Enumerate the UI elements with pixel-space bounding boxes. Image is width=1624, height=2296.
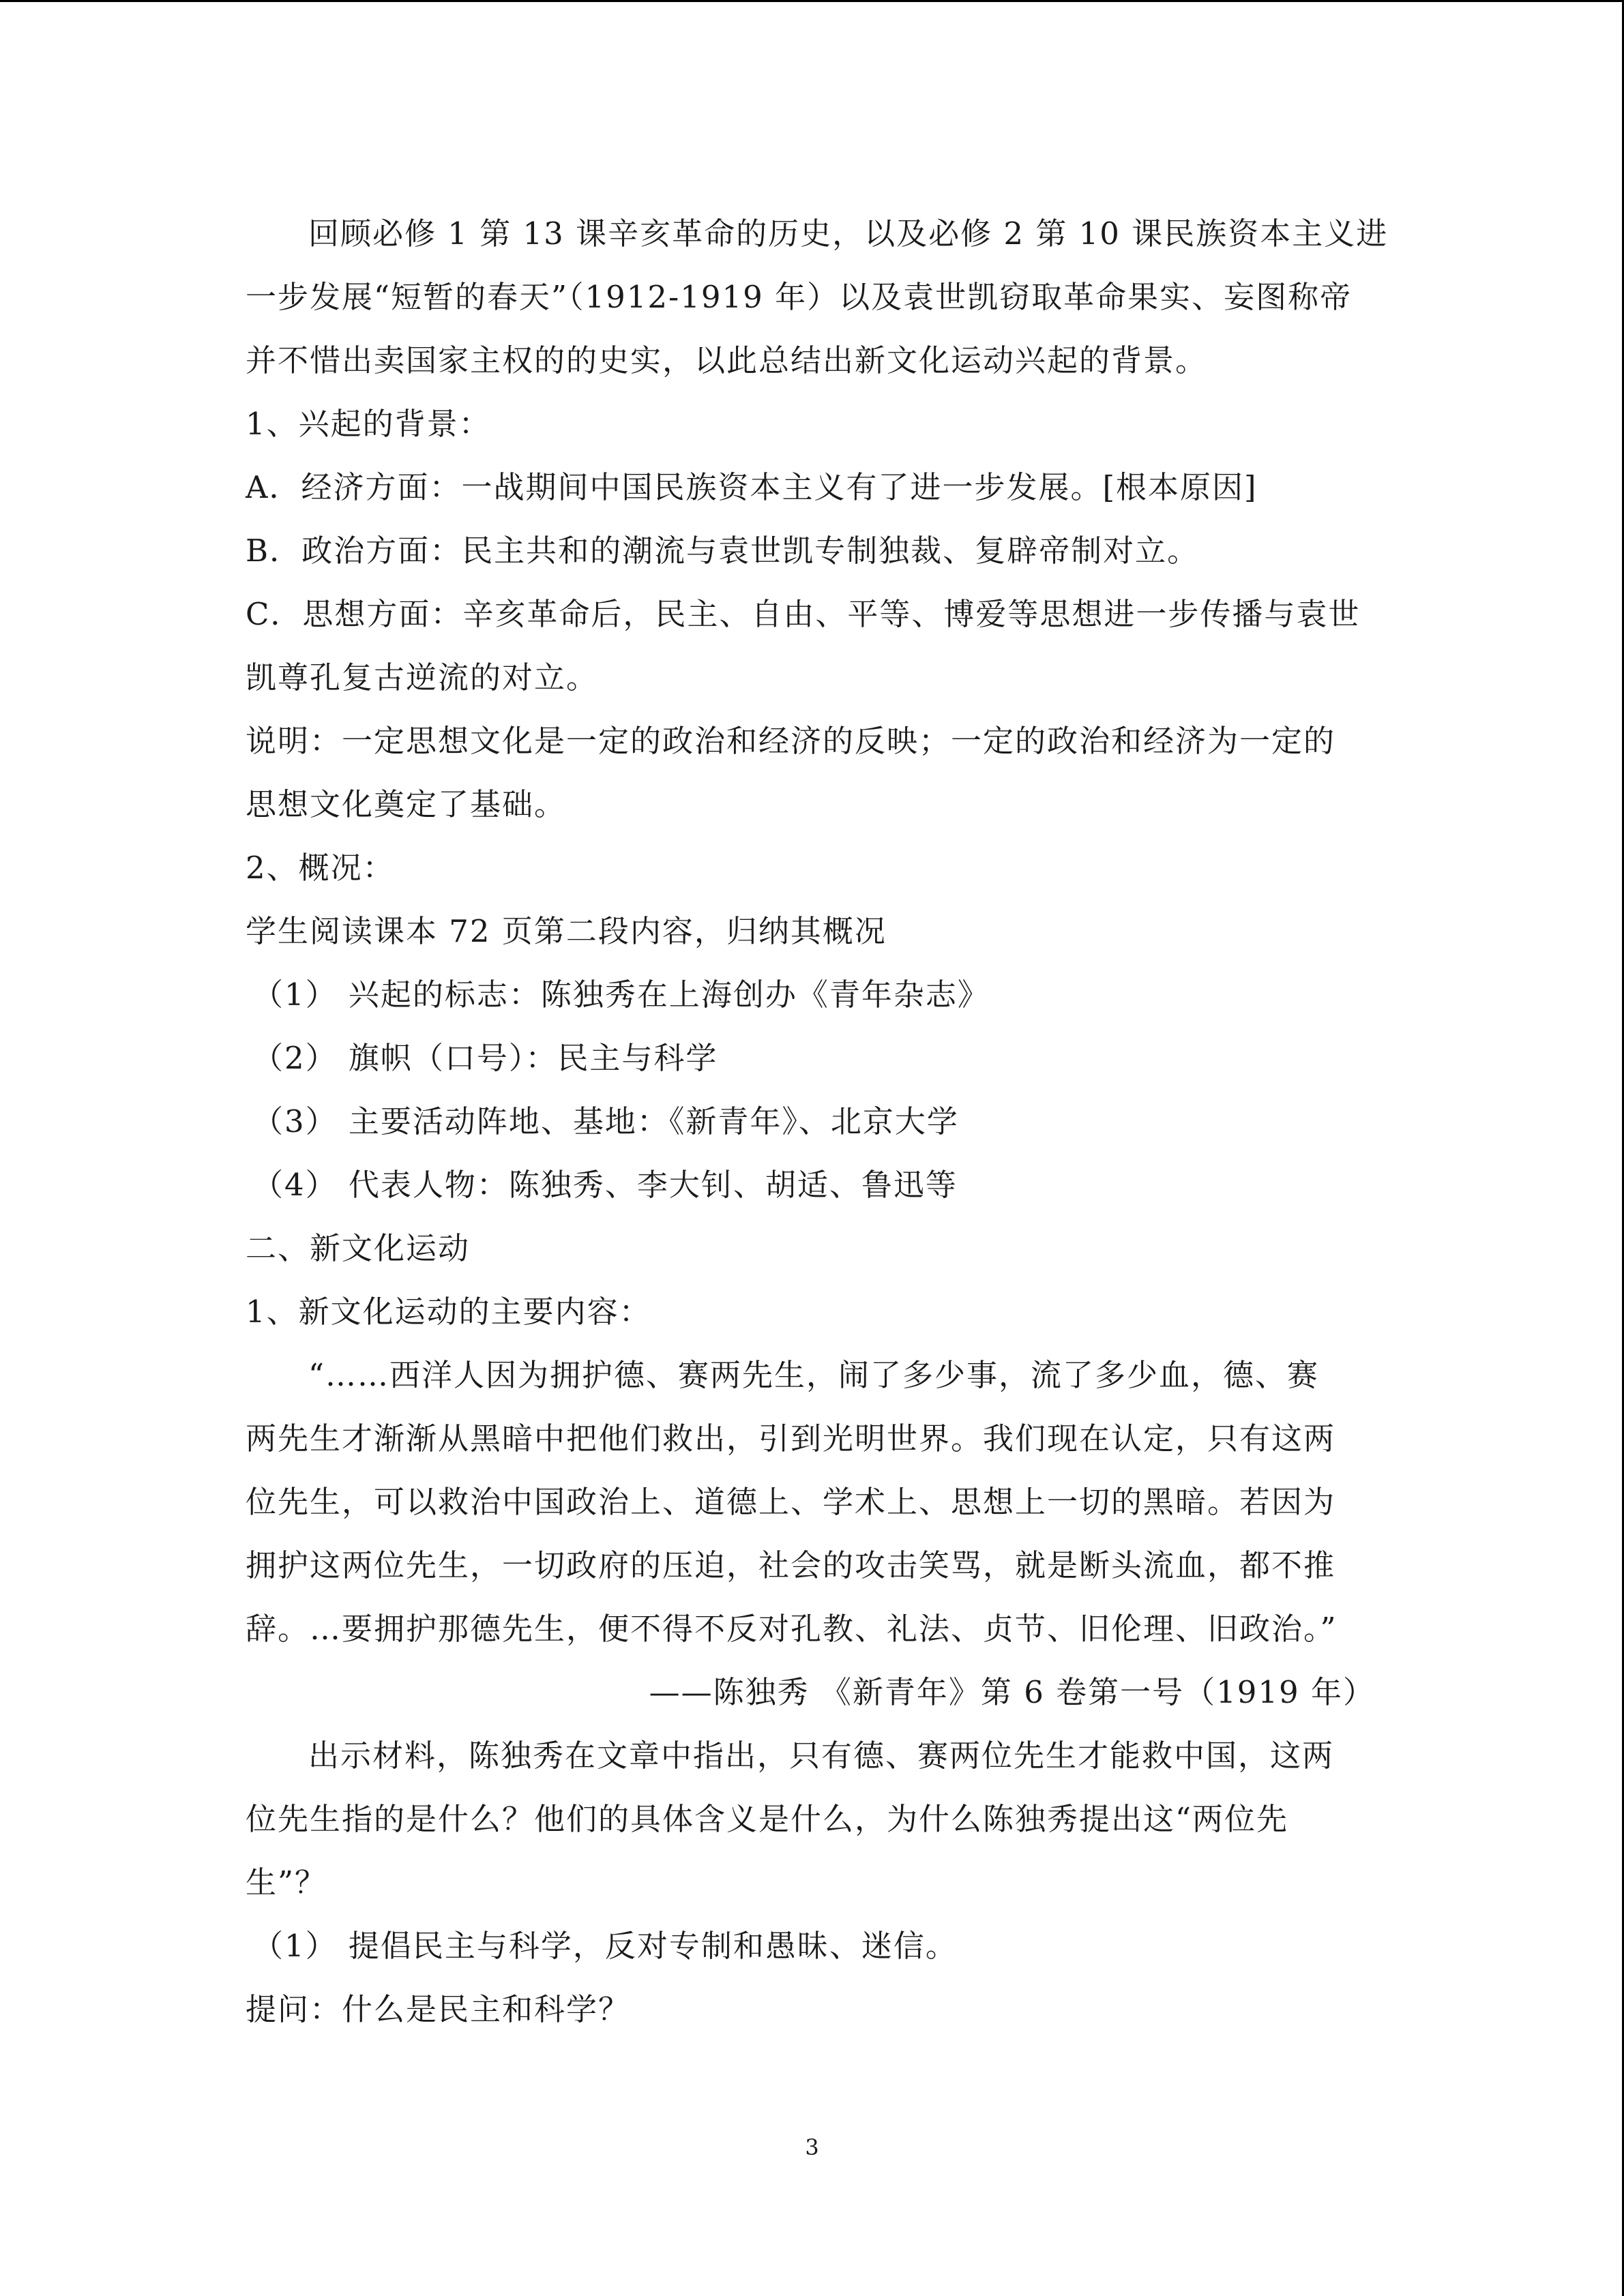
quote-line: 位先生，可以救治中国政治上、道德上、学术上、思想上一切的黑暗。若因为 <box>246 1484 1336 1520</box>
list-item-thought: C．思想方面：辛亥革命后，民主、自由、平等、博爱等思想进一步传播与袁世 <box>246 596 1361 632</box>
section-heading-background: 1、兴起的背景： <box>246 406 491 442</box>
quote-line: 辞。…要拥护那德先生，便不得不反对孔教、礼法、贞节、旧伦理、旧政治。” <box>246 1611 1338 1647</box>
list-item-politics: B．政治方面：民主共和的潮流与袁世凯专制独裁、复辟帝制对立。 <box>246 533 1200 569</box>
quote-line: “……西洋人因为拥护德、赛两先生，闹了多少事，流了多少血，德、赛 <box>308 1357 1320 1393</box>
list-item-economy: A．经济方面：一战期间中国民族资本主义有了进一步发展。[根本原因] <box>246 469 1258 505</box>
overview-item: （3） 主要活动阵地、基地：《新青年》、北京大学 <box>252 1103 959 1139</box>
overview-item: （4） 代表人物：陈独秀、李大钊、胡适、鲁迅等 <box>252 1167 958 1203</box>
question-paragraph-line: 位先生指的是什么？他们的具体含义是什么，为什么陈独秀提出这“两位先 <box>246 1801 1289 1837</box>
intro-paragraph-line: 回顾必修 1 第 13 课辛亥革命的历史，以及必修 2 第 10 课民族资本主义进 <box>308 215 1389 252</box>
page-border-top <box>0 0 1624 2</box>
question-paragraph-line: 生”？ <box>246 1864 327 1900</box>
page-number: 3 <box>805 2134 819 2160</box>
quote-line: 拥护这两位先生，一切政府的压迫，社会的攻击笑骂，就是断头流血，都不推 <box>246 1547 1336 1583</box>
quote-attribution: ——陈独秀 《新青年》第 6 卷第一号（1919 年） <box>649 1674 1375 1710</box>
question-line: 提问：什么是民主和科学？ <box>246 1991 631 2027</box>
chapter-heading: 二、新文化运动 <box>246 1230 471 1266</box>
overview-item: （2） 旗帜（口号）：民主与科学 <box>252 1040 718 1076</box>
question-paragraph-line: 出示材料，陈独秀在文章中指出，只有德、赛两位先生才能救中国，这两 <box>308 1738 1335 1774</box>
intro-paragraph-line: 一步发展“短暂的春天”（1912-1919 年）以及袁世凯窃取革命果实、妄图称帝 <box>246 279 1353 315</box>
list-item-thought-cont: 凯尊孔复古逆流的对立。 <box>246 659 599 696</box>
note-line: 思想文化奠定了基础。 <box>246 786 567 822</box>
section-heading-overview: 2、概况： <box>246 850 395 886</box>
quote-line: 两先生才渐渐从黑暗中把他们救出，引到光明世界。我们现在认定，只有这两 <box>246 1420 1336 1457</box>
note-line: 说明：一定思想文化是一定的政治和经济的反映；一定的政治和经济为一定的 <box>246 723 1336 759</box>
content-item: （1） 提倡民主与科学，反对专制和愚昧、迷信。 <box>252 1928 958 1964</box>
reading-instruction: 学生阅读课本 72 页第二段内容，归纳其概况 <box>246 913 887 949</box>
intro-paragraph-line: 并不惜出卖国家主权的的史实，以此总结出新文化运动兴起的背景。 <box>246 342 1208 378</box>
section-heading-content: 1、新文化运动的主要内容： <box>246 1294 651 1330</box>
document-body <box>246 202 1389 2041</box>
overview-item: （1） 兴起的标志：陈独秀在上海创办《青年杂志》 <box>252 976 990 1013</box>
